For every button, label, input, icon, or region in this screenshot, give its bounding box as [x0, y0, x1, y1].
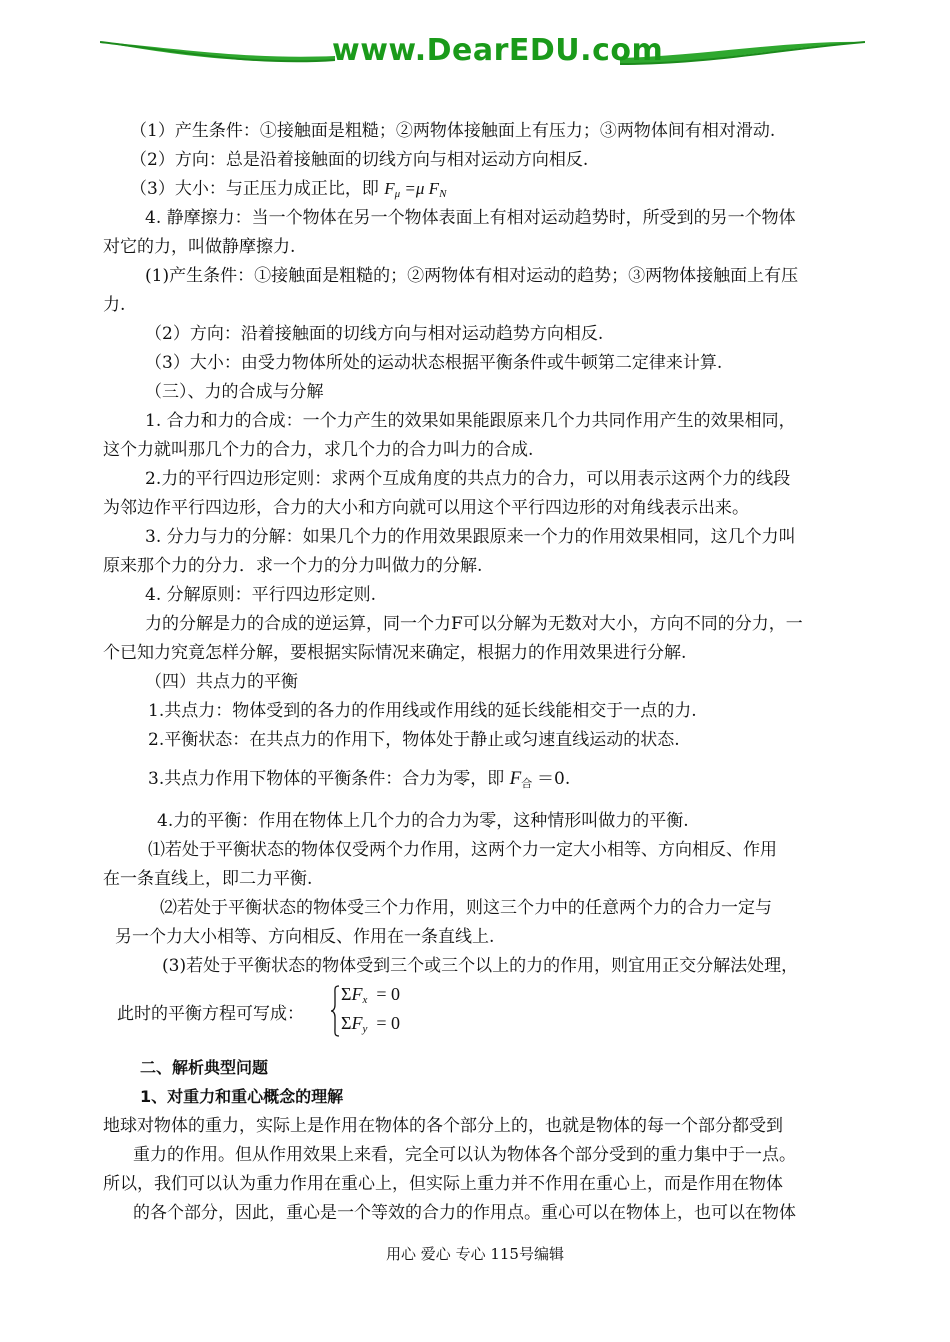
equation-x: $\Sigma F_x = 0$: [341, 984, 401, 1006]
equation-brace: [330, 985, 340, 1037]
text-line: 1.共点力：物体受到的各力的作用线或作用线的延长线能相交于一点的力.: [148, 701, 697, 721]
formula-equilibrium: $F_合$: [509, 768, 533, 790]
text-line: 另一个力大小相等、方向相反、作用在一条直线上.: [115, 927, 495, 947]
text-line: （2）方向：沿着接触面的切线方向与相对运动趋势方向相反.: [145, 324, 604, 344]
text-line: 重力的作用。但从作用效果上来看，完全可以认为物体各个部分受到的重力集中于一点。: [133, 1145, 796, 1165]
text-segment: 3.共点力作用下物体的平衡条件：合力为零，即: [148, 769, 505, 789]
text-line: 2.平衡状态：在共点力的作用下，物体处于静止或匀速直线运动的状态.: [148, 730, 680, 750]
page-footer: 用心 爱心 专心 115号编辑: [386, 1245, 564, 1263]
text-line: 1. 合力和力的合成：一个力产生的效果如果能跟原来几个力共同作用产生的效果相同，: [145, 411, 796, 431]
formula-friction: $F_\mu =\mu$ $F_N$: [384, 179, 447, 200]
text-line: (1)产生条件：①接触面是粗糙的；②两物体有相对运动的趋势；③两物体接触面上有压: [145, 266, 799, 286]
text-line: 所以，我们可以认为重力作用在重心上，但实际上重力并不作用在重心上，而是作用在物体: [103, 1174, 783, 1194]
text-line: 4.力的平衡：作用在物体上几个力的合力为零，这种情形叫做力的平衡.: [157, 811, 689, 831]
text-line: 2.力的平行四边形定则：求两个互成角度的共点力的合力，可以用表示这两个力的线段: [145, 469, 791, 489]
text-line: 地球对物体的重力，实际上是作用在物体的各个部分上的，也就是物体的每一个部分都受到: [103, 1116, 783, 1136]
text-line: 对它的力，叫做静摩擦力.: [103, 237, 296, 257]
section-heading: （四）共点力的平衡: [145, 672, 298, 692]
page-header-banner: [100, 30, 865, 74]
text-line: 此时的平衡方程可写成：: [117, 1004, 304, 1024]
text-line: 原来那个力的分力．求一个力的分力叫做力的分解.: [103, 556, 483, 576]
text-line: [130, 178, 446, 205]
section-heading: 二、解析典型问题: [140, 1058, 269, 1077]
text-line: 为邻边作平行四边形，合力的大小和方向就可以用这个平行四边形的对角线表示出来。: [103, 498, 749, 518]
text-line: 4. 分解原则：平行四边形定则.: [145, 585, 377, 605]
text-line: 3.共点力作用下物体的平衡条件：合力为零，即 $F_合 =0$.: [148, 768, 571, 790]
text-line: 4. 静摩擦力：当一个物体在另一个物体表面上有相对运动趋势时，所受到的另一个物体: [145, 208, 796, 228]
section-heading: （三）、力的合成与分解: [145, 382, 324, 402]
text-line: （3）大小：由受力物体所处的运动状态根据平衡条件或牛顿第二定律来计算.: [145, 353, 723, 373]
text-line: 力.: [103, 295, 126, 315]
subsection-heading: 1、对重力和重心概念的理解: [140, 1087, 344, 1106]
text-line: (3)若处于平衡状态的物体受到三个或三个以上的力的作用，则宜用正交分解法处理，: [162, 956, 799, 976]
text-line: 3. 分力与力的分解：如果几个力的作用效果跟原来一个力的作用效果相同，这几个力叫: [145, 527, 796, 547]
text-line: （1）产生条件：①接触面是粗糙；②两物体接触面上有压力；③两物体间有相对滑动.: [130, 121, 776, 141]
text-line: 在一条直线上，即二力平衡.: [103, 869, 313, 889]
text-line: 力的分解是力的合成的逆运算，同一个力F可以分解为无数对大小，方向不同的分力，一: [145, 614, 803, 634]
equation-y: $\Sigma F_y = 0$: [341, 1013, 401, 1035]
text-line: 个已知力究竟怎样分解，要根据实际情况来确定，根据力的作用效果进行分解.: [103, 643, 687, 663]
text-line: 这个力就叫那几个力的合力，求几个力的合力叫力的合成.: [103, 440, 534, 460]
site-logo-text: www.DearEDU.com: [332, 33, 664, 68]
text-segment: （3）大小：与正压力成正比，即: [130, 179, 379, 199]
text-line: ⑴若处于平衡状态的物体仅受两个力作用，这两个力一定大小相等、方向相反、作用: [148, 840, 777, 860]
text-line: 的各个部分，因此，重心是一个等效的合力的作用点。重心可以在物体上，也可以在物体: [133, 1203, 796, 1223]
text-line: （2）方向：总是沿着接触面的切线方向与相对运动方向相反.: [130, 150, 589, 170]
text-line: ⑵若处于平衡状态的物体受三个力作用，则这三个力中的任意两个力的合力一定与: [160, 898, 772, 918]
